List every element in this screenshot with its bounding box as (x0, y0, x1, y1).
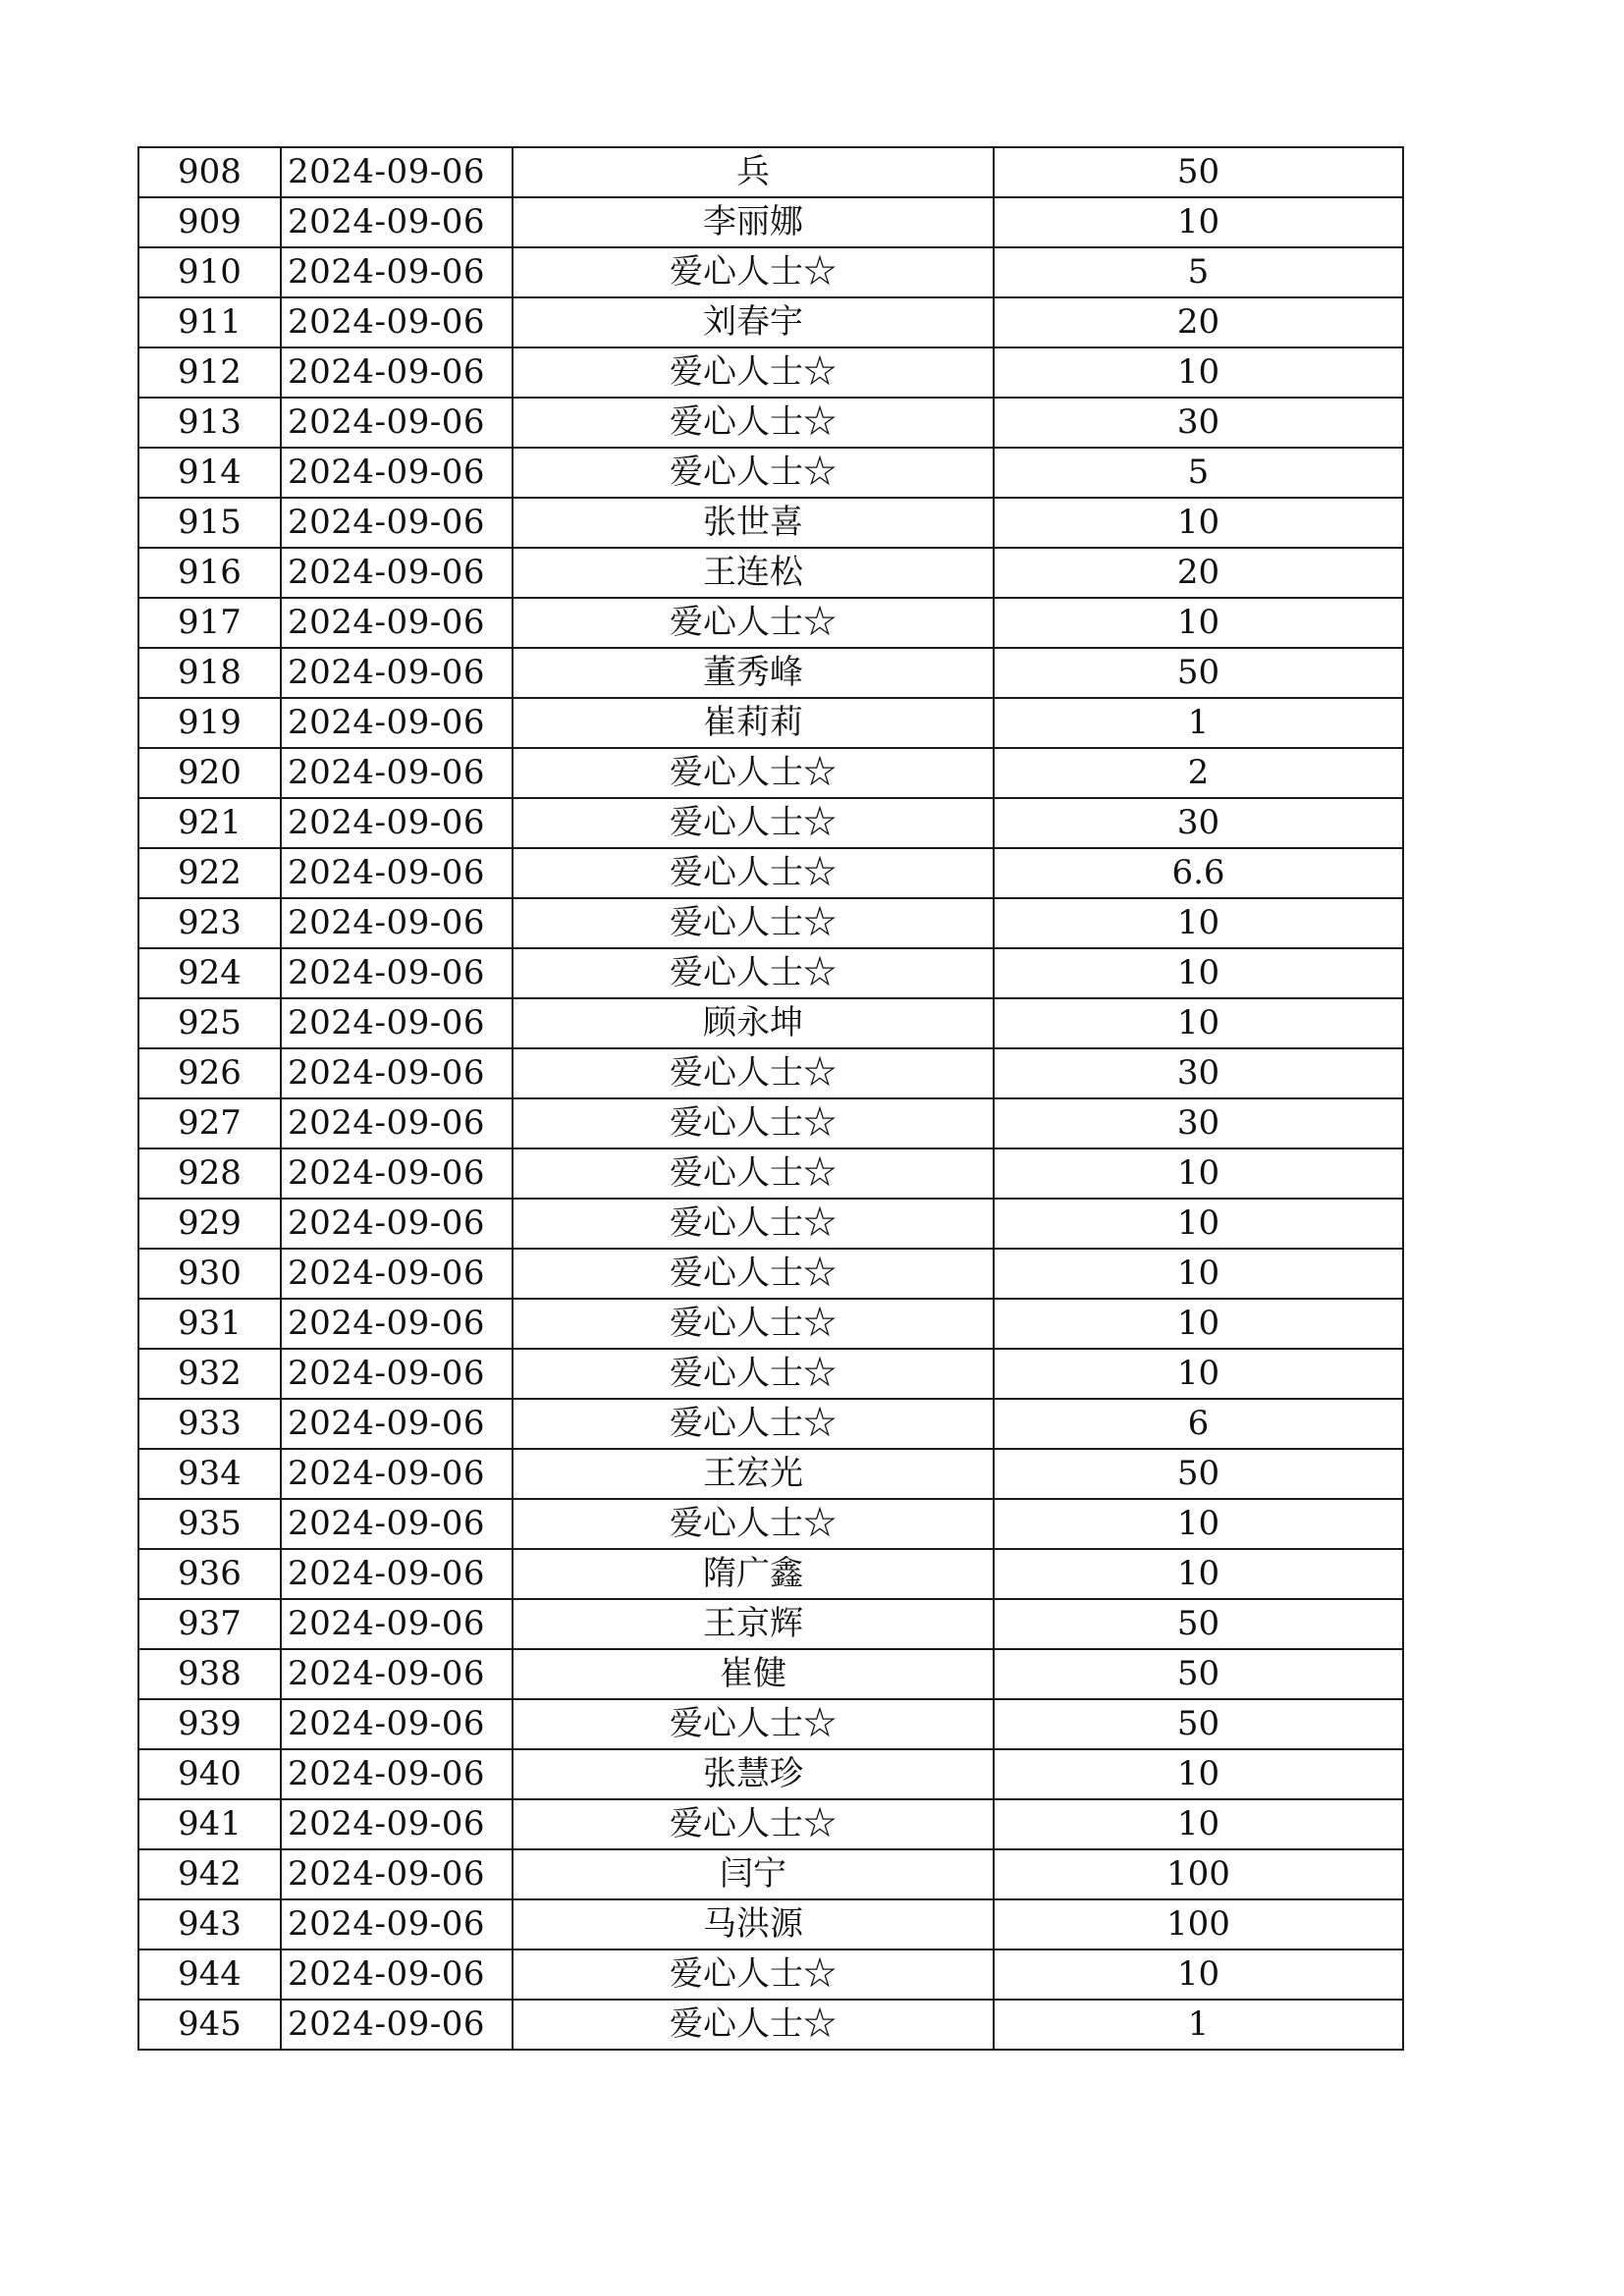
date-cell: 2024-09-06 (281, 1048, 513, 1098)
table-row (138, 197, 1403, 247)
amount-cell: 2 (994, 748, 1403, 798)
row-number-cell: 930 (138, 1249, 281, 1299)
date-cell: 2024-09-06 (281, 1098, 513, 1148)
amount-cell: 10 (994, 1299, 1403, 1349)
donor-name-cell: 爱心人士☆ (513, 748, 994, 798)
donor-name-cell: 爱心人士☆ (513, 398, 994, 448)
table-row (138, 1148, 1403, 1199)
donor-name-cell: 爱心人士☆ (513, 1399, 994, 1449)
date-cell: 2024-09-06 (281, 197, 513, 247)
table-row (138, 1299, 1403, 1349)
row-number-cell: 926 (138, 1048, 281, 1098)
row-number-cell: 921 (138, 798, 281, 848)
date-cell: 2024-09-06 (281, 247, 513, 297)
row-number-cell: 923 (138, 898, 281, 948)
row-number-cell: 934 (138, 1449, 281, 1499)
row-number-cell: 917 (138, 598, 281, 648)
table-row (138, 1249, 1403, 1299)
date-cell: 2024-09-06 (281, 698, 513, 748)
amount-cell: 5 (994, 448, 1403, 498)
table-row (138, 1649, 1403, 1699)
date-cell: 2024-09-06 (281, 1449, 513, 1499)
date-cell: 2024-09-06 (281, 1749, 513, 1799)
amount-cell: 30 (994, 398, 1403, 448)
date-cell: 2024-09-06 (281, 848, 513, 898)
row-number-cell: 916 (138, 548, 281, 598)
table-row (138, 147, 1403, 197)
amount-cell: 10 (994, 1799, 1403, 1849)
date-cell: 2024-09-06 (281, 948, 513, 998)
date-cell: 2024-09-06 (281, 748, 513, 798)
donor-name-cell: 爱心人士☆ (513, 898, 994, 948)
donor-name-cell: 爱心人士☆ (513, 1799, 994, 1849)
table-row (138, 798, 1403, 848)
row-number-cell: 937 (138, 1599, 281, 1649)
donor-name-cell: 崔健 (513, 1649, 994, 1699)
row-number-cell: 940 (138, 1749, 281, 1799)
donor-name-cell: 董秀峰 (513, 648, 994, 698)
date-cell: 2024-09-06 (281, 1799, 513, 1849)
date-cell: 2024-09-06 (281, 2000, 513, 2050)
table-row (138, 2000, 1403, 2050)
amount-cell: 6.6 (994, 848, 1403, 898)
donation-table (137, 146, 1404, 2051)
row-number-cell: 910 (138, 247, 281, 297)
table-row (138, 1449, 1403, 1499)
row-number-cell: 939 (138, 1699, 281, 1749)
donor-name-cell: 张慧珍 (513, 1749, 994, 1799)
table-row (138, 1699, 1403, 1749)
date-cell: 2024-09-06 (281, 798, 513, 848)
table-row (138, 898, 1403, 948)
table-row (138, 998, 1403, 1048)
donor-name-cell: 王宏光 (513, 1449, 994, 1499)
amount-cell: 50 (994, 648, 1403, 698)
donor-name-cell: 爱心人士☆ (513, 1148, 994, 1199)
row-number-cell: 912 (138, 347, 281, 398)
donor-name-cell: 刘春宇 (513, 297, 994, 347)
amount-cell: 10 (994, 1199, 1403, 1249)
date-cell: 2024-09-06 (281, 1899, 513, 1949)
table-row (138, 1549, 1403, 1599)
amount-cell: 1 (994, 2000, 1403, 2050)
table-row (138, 1599, 1403, 1649)
date-cell: 2024-09-06 (281, 548, 513, 598)
date-cell: 2024-09-06 (281, 398, 513, 448)
donor-name-cell: 爱心人士☆ (513, 948, 994, 998)
date-cell: 2024-09-06 (281, 1849, 513, 1899)
row-number-cell: 911 (138, 297, 281, 347)
table-row (138, 347, 1403, 398)
amount-cell: 50 (994, 1699, 1403, 1749)
table-row (138, 297, 1403, 347)
row-number-cell: 924 (138, 948, 281, 998)
table-row (138, 748, 1403, 798)
row-number-cell: 944 (138, 1949, 281, 2000)
amount-cell: 10 (994, 1249, 1403, 1299)
table-row (138, 1199, 1403, 1249)
amount-cell: 10 (994, 197, 1403, 247)
date-cell: 2024-09-06 (281, 1499, 513, 1549)
donor-name-cell: 爱心人士☆ (513, 798, 994, 848)
date-cell: 2024-09-06 (281, 1649, 513, 1699)
donor-name-cell: 崔莉莉 (513, 698, 994, 748)
donor-name-cell: 爱心人士☆ (513, 1249, 994, 1299)
table-row (138, 848, 1403, 898)
date-cell: 2024-09-06 (281, 1949, 513, 2000)
amount-cell: 10 (994, 1749, 1403, 1799)
row-number-cell: 938 (138, 1649, 281, 1699)
row-number-cell: 925 (138, 998, 281, 1048)
row-number-cell: 945 (138, 2000, 281, 2050)
amount-cell: 6 (994, 1399, 1403, 1449)
table-row (138, 1799, 1403, 1849)
row-number-cell: 927 (138, 1098, 281, 1148)
donor-name-cell: 爱心人士☆ (513, 1349, 994, 1399)
donor-name-cell: 王连松 (513, 548, 994, 598)
amount-cell: 10 (994, 948, 1403, 998)
donor-name-cell: 爱心人士☆ (513, 1499, 994, 1549)
amount-cell: 10 (994, 898, 1403, 948)
row-number-cell: 918 (138, 648, 281, 698)
amount-cell: 10 (994, 998, 1403, 1048)
row-number-cell: 933 (138, 1399, 281, 1449)
amount-cell: 100 (994, 1899, 1403, 1949)
date-cell: 2024-09-06 (281, 1549, 513, 1599)
row-number-cell: 943 (138, 1899, 281, 1949)
date-cell: 2024-09-06 (281, 498, 513, 548)
row-number-cell: 941 (138, 1799, 281, 1849)
table-row (138, 498, 1403, 548)
donor-name-cell: 顾永坤 (513, 998, 994, 1048)
donor-name-cell: 爱心人士☆ (513, 448, 994, 498)
row-number-cell: 931 (138, 1299, 281, 1349)
date-cell: 2024-09-06 (281, 1148, 513, 1199)
amount-cell: 50 (994, 1649, 1403, 1699)
amount-cell: 10 (994, 598, 1403, 648)
donor-name-cell: 马洪源 (513, 1899, 994, 1949)
row-number-cell: 929 (138, 1199, 281, 1249)
table-row (138, 398, 1403, 448)
donor-name-cell: 张世喜 (513, 498, 994, 548)
donor-name-cell: 李丽娜 (513, 197, 994, 247)
amount-cell: 5 (994, 247, 1403, 297)
table-row (138, 1749, 1403, 1799)
date-cell: 2024-09-06 (281, 448, 513, 498)
donor-name-cell: 爱心人士☆ (513, 1098, 994, 1148)
table-row (138, 648, 1403, 698)
amount-cell: 10 (994, 1349, 1403, 1399)
row-number-cell: 942 (138, 1849, 281, 1899)
amount-cell: 30 (994, 798, 1403, 848)
amount-cell: 10 (994, 498, 1403, 548)
donor-name-cell: 兵 (513, 147, 994, 197)
table-row (138, 548, 1403, 598)
date-cell: 2024-09-06 (281, 998, 513, 1048)
donor-name-cell: 爱心人士☆ (513, 1048, 994, 1098)
table-row (138, 1048, 1403, 1098)
donor-name-cell: 闫宁 (513, 1849, 994, 1899)
donor-name-cell: 爱心人士☆ (513, 1199, 994, 1249)
date-cell: 2024-09-06 (281, 898, 513, 948)
amount-cell: 50 (994, 1449, 1403, 1499)
amount-cell: 20 (994, 548, 1403, 598)
row-number-cell: 935 (138, 1499, 281, 1549)
date-cell: 2024-09-06 (281, 648, 513, 698)
donor-name-cell: 爱心人士☆ (513, 598, 994, 648)
amount-cell: 30 (994, 1048, 1403, 1098)
donor-name-cell: 隋广鑫 (513, 1549, 994, 1599)
table-row (138, 1949, 1403, 2000)
date-cell: 2024-09-06 (281, 1599, 513, 1649)
date-cell: 2024-09-06 (281, 1399, 513, 1449)
amount-cell: 10 (994, 1949, 1403, 2000)
donation-table-body (138, 147, 1403, 2050)
date-cell: 2024-09-06 (281, 297, 513, 347)
donor-name-cell: 爱心人士☆ (513, 1949, 994, 2000)
table-row (138, 1899, 1403, 1949)
row-number-cell: 922 (138, 848, 281, 898)
amount-cell: 10 (994, 347, 1403, 398)
row-number-cell: 909 (138, 197, 281, 247)
row-number-cell: 920 (138, 748, 281, 798)
row-number-cell: 928 (138, 1148, 281, 1199)
table-row (138, 948, 1403, 998)
date-cell: 2024-09-06 (281, 598, 513, 648)
date-cell: 2024-09-06 (281, 1249, 513, 1299)
amount-cell: 100 (994, 1849, 1403, 1899)
donor-name-cell: 爱心人士☆ (513, 1699, 994, 1749)
table-row (138, 1849, 1403, 1899)
donor-name-cell: 爱心人士☆ (513, 2000, 994, 2050)
amount-cell: 10 (994, 1148, 1403, 1199)
donor-name-cell: 爱心人士☆ (513, 347, 994, 398)
donor-name-cell: 爱心人士☆ (513, 247, 994, 297)
date-cell: 2024-09-06 (281, 347, 513, 398)
amount-cell: 50 (994, 1599, 1403, 1649)
donor-name-cell: 爱心人士☆ (513, 848, 994, 898)
amount-cell: 10 (994, 1549, 1403, 1599)
row-number-cell: 913 (138, 398, 281, 448)
row-number-cell: 914 (138, 448, 281, 498)
amount-cell: 20 (994, 297, 1403, 347)
table-row (138, 698, 1403, 748)
table-row (138, 1098, 1403, 1148)
amount-cell: 50 (994, 147, 1403, 197)
table-row (138, 598, 1403, 648)
amount-cell: 30 (994, 1098, 1403, 1148)
table-row (138, 1399, 1403, 1449)
table-row (138, 1499, 1403, 1549)
table-row (138, 1349, 1403, 1399)
row-number-cell: 919 (138, 698, 281, 748)
date-cell: 2024-09-06 (281, 1299, 513, 1349)
row-number-cell: 915 (138, 498, 281, 548)
row-number-cell: 932 (138, 1349, 281, 1399)
amount-cell: 10 (994, 1499, 1403, 1549)
date-cell: 2024-09-06 (281, 147, 513, 197)
table-row (138, 448, 1403, 498)
donor-name-cell: 王京辉 (513, 1599, 994, 1649)
date-cell: 2024-09-06 (281, 1699, 513, 1749)
amount-cell: 1 (994, 698, 1403, 748)
table-row (138, 247, 1403, 297)
row-number-cell: 908 (138, 147, 281, 197)
date-cell: 2024-09-06 (281, 1199, 513, 1249)
donor-name-cell: 爱心人士☆ (513, 1299, 994, 1349)
date-cell: 2024-09-06 (281, 1349, 513, 1399)
row-number-cell: 936 (138, 1549, 281, 1599)
